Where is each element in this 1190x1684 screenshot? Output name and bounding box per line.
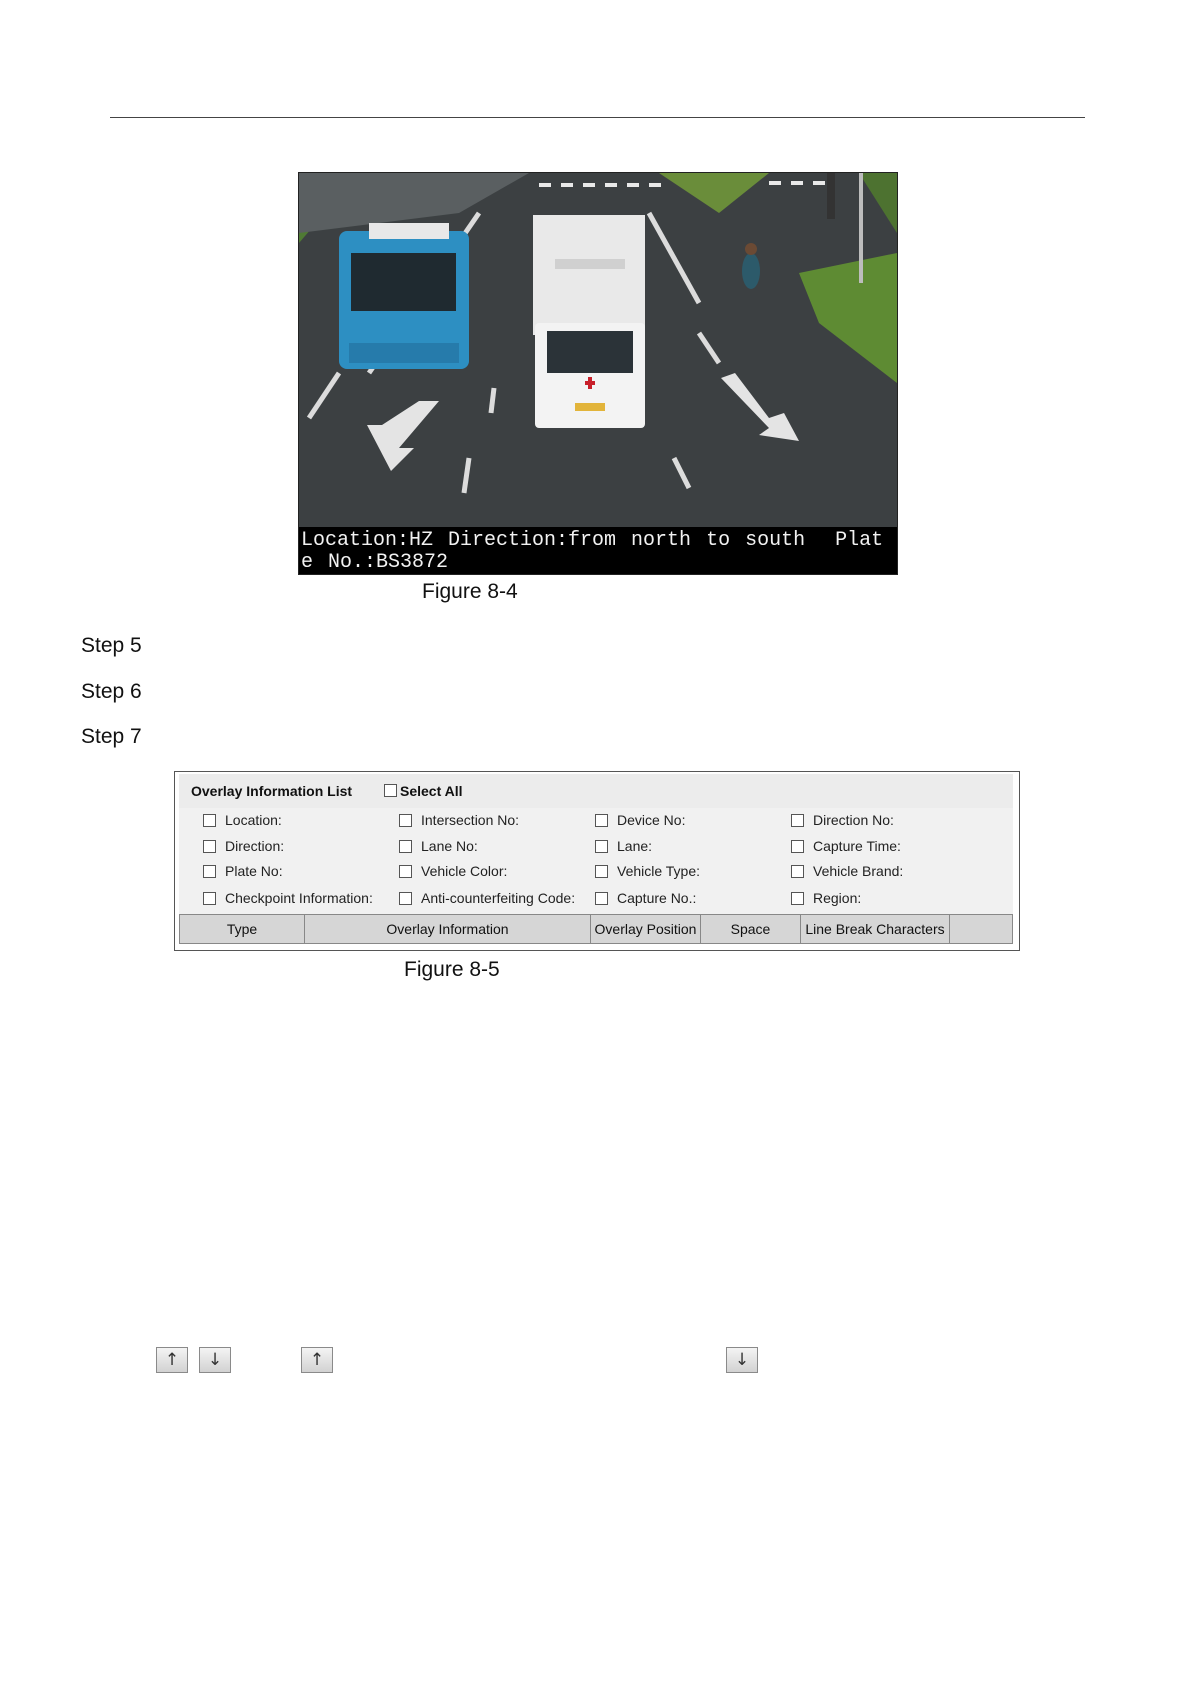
- option-label: Intersection No:: [421, 812, 520, 828]
- panel-title: Overlay Information List: [191, 783, 353, 799]
- traffic-snapshot-image: [298, 172, 898, 575]
- lane-no-checkbox[interactable]: [399, 840, 412, 853]
- figure-caption: Figure 8-5: [404, 958, 500, 981]
- panel-body: [179, 774, 1013, 944]
- checkpoint-information-checkbox[interactable]: [203, 892, 216, 905]
- move-down-button[interactable]: ↓: [199, 1347, 231, 1373]
- option-label: Lane:: [617, 838, 653, 854]
- capture-no-checkbox[interactable]: [595, 892, 608, 905]
- column-header-space: Space: [701, 915, 801, 943]
- road-scene: [299, 173, 897, 533]
- vehicle-brand-checkbox[interactable]: [791, 865, 804, 878]
- device-no-checkbox[interactable]: [595, 814, 608, 827]
- move-up-button[interactable]: ↑: [301, 1347, 333, 1373]
- step-label: Step 6: [81, 680, 142, 703]
- column-header-overlay-information: Overlay Information: [305, 915, 591, 943]
- option-label: Lane No:: [421, 838, 478, 854]
- panel-header: [179, 774, 1013, 808]
- overlay-table-header: [179, 914, 1013, 944]
- column-header-line-break-characters: Line Break Characters: [801, 915, 950, 943]
- header-rule: [110, 117, 1085, 118]
- option-label: Vehicle Brand:: [813, 863, 904, 879]
- direction-no-checkbox[interactable]: [791, 814, 804, 827]
- option-label: Direction No:: [813, 812, 894, 828]
- intersection-no-checkbox[interactable]: [399, 814, 412, 827]
- step-label: Step 7: [81, 725, 142, 748]
- plate-no-checkbox[interactable]: [203, 865, 216, 878]
- osd-overlay-text: Location:HZ Direction:from north to south Plate No.:BS3872: [301, 529, 884, 574]
- option-label: Capture Time:: [813, 838, 901, 854]
- direction-checkbox[interactable]: [203, 840, 216, 853]
- vehicle-color-checkbox[interactable]: [399, 865, 412, 878]
- figure-caption: Figure 8-4: [422, 580, 518, 603]
- option-label: Vehicle Color:: [421, 863, 508, 879]
- step-label: Step 5: [81, 634, 142, 657]
- region-checkbox[interactable]: [791, 892, 804, 905]
- select-all-checkbox[interactable]: [384, 784, 397, 797]
- option-label: Device No:: [617, 812, 686, 828]
- column-header-overlay-position: Overlay Position: [591, 915, 701, 943]
- location-checkbox[interactable]: [203, 814, 216, 827]
- anti-counterfeiting-code-checkbox[interactable]: [399, 892, 412, 905]
- vehicle-type-checkbox[interactable]: [595, 865, 608, 878]
- option-label: Capture No.:: [617, 890, 697, 906]
- option-label: Vehicle Type:: [617, 863, 701, 879]
- move-up-button[interactable]: ↑: [156, 1347, 188, 1373]
- column-header-type: Type: [179, 915, 305, 943]
- option-label: Checkpoint Information:: [225, 890, 373, 906]
- lane-checkbox[interactable]: [595, 840, 608, 853]
- select-all-label: Select All: [400, 783, 463, 799]
- option-label: Region:: [813, 890, 862, 906]
- column-header-empty: [950, 915, 1013, 943]
- option-label: Plate No:: [225, 863, 283, 879]
- overlay-information-panel: [174, 771, 1020, 951]
- option-label: Location:: [225, 812, 282, 828]
- capture-time-checkbox[interactable]: [791, 840, 804, 853]
- move-down-button[interactable]: ↓: [726, 1347, 758, 1373]
- option-label: Direction:: [225, 838, 285, 854]
- option-label: Anti-counterfeiting Code:: [421, 890, 576, 906]
